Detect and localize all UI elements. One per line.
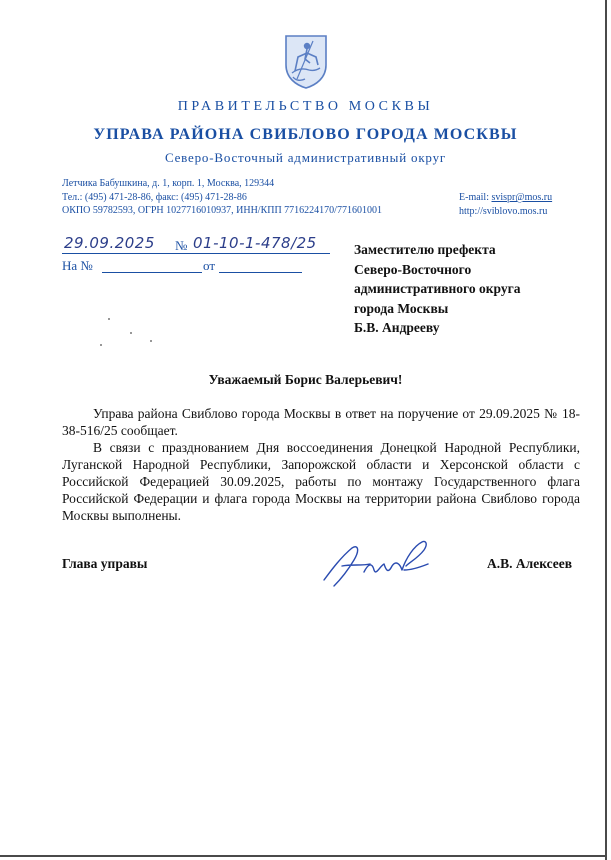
addressee-line: Заместителю префекта (354, 242, 496, 257)
address-line: Летчика Бабушкина, д. 1, корп. 1, Москва, 129344 (62, 178, 275, 189)
email-link[interactable]: svispr@mos.ru (491, 192, 553, 203)
page-edge-right (605, 0, 607, 860)
salutation: Уважаемый Борис Валерьевич! (208, 372, 403, 387)
addressee-block (354, 240, 520, 338)
email-label: E-mail: (459, 192, 492, 203)
registration-number: 01-10-1-478/25 (193, 234, 317, 252)
addressee-line: Северо-Восточного (354, 261, 472, 277)
reply-date-blank (219, 272, 302, 273)
reply-number-blank (102, 272, 202, 273)
phone-line: Тел.: (495) 471-28-86, факс: (495) 471-28-86 (62, 191, 247, 203)
scan-speck (150, 340, 152, 342)
organization-name: УПРАВА РАЙОНА СВИБЛОВО ГОРОДА МОСКВЫ (93, 126, 518, 143)
government-name: ПРАВИТЕЛЬСТВО МОСКВЫ (177, 99, 434, 114)
contact-block (62, 177, 382, 218)
signatory-name: А.В. Алексеев (487, 556, 573, 571)
moscow-coat-of-arms-icon (283, 33, 329, 89)
scan-speck (100, 344, 102, 346)
addressee-line: административного округа (354, 281, 521, 296)
letter-body (62, 405, 580, 524)
body-paragraph: Управа района Свиблово города Москвы в ответ на поручение от 29.09.2025 № 18-38-516/25 сообщает. (62, 406, 580, 438)
signatory-title: Глава управы (62, 556, 148, 571)
registration-number-label: № (175, 238, 188, 253)
website-link[interactable]: http://sviblovo.mos.ru (459, 205, 548, 217)
page-edge-bottom (0, 855, 607, 857)
email-line (459, 191, 552, 205)
reply-date-label: от (203, 258, 216, 273)
addressee-line: Б.В. Андрееву (354, 320, 440, 335)
reply-number-label: На № (62, 258, 93, 273)
scan-speck (130, 332, 132, 334)
district-name: Северо-Восточный административный округ (164, 150, 446, 165)
scan-speck (108, 318, 110, 320)
registration-date: 29.09.2025 (64, 234, 155, 252)
body-paragraph: В связи с празднованием Дня воссоединения Донецкой Народной Республики, Луганской Народной Республики, Запорожской области и Херсонской области с Российской Федерацией 30.09.2025, работы по монтажу Государственного флага Российской Федерации и флага города Москвы на территории района Свиблово города Москвы выполнены. (62, 440, 580, 523)
handwritten-signature (318, 536, 438, 594)
addressee-line: города Москвы (354, 300, 449, 316)
codes-line: ОКПО 59782593, ОГРН 1027716010937, ИНН/КПП 7716224170/771601001 (62, 205, 382, 216)
contact-block-right (459, 191, 552, 218)
registration-underline (62, 253, 330, 254)
